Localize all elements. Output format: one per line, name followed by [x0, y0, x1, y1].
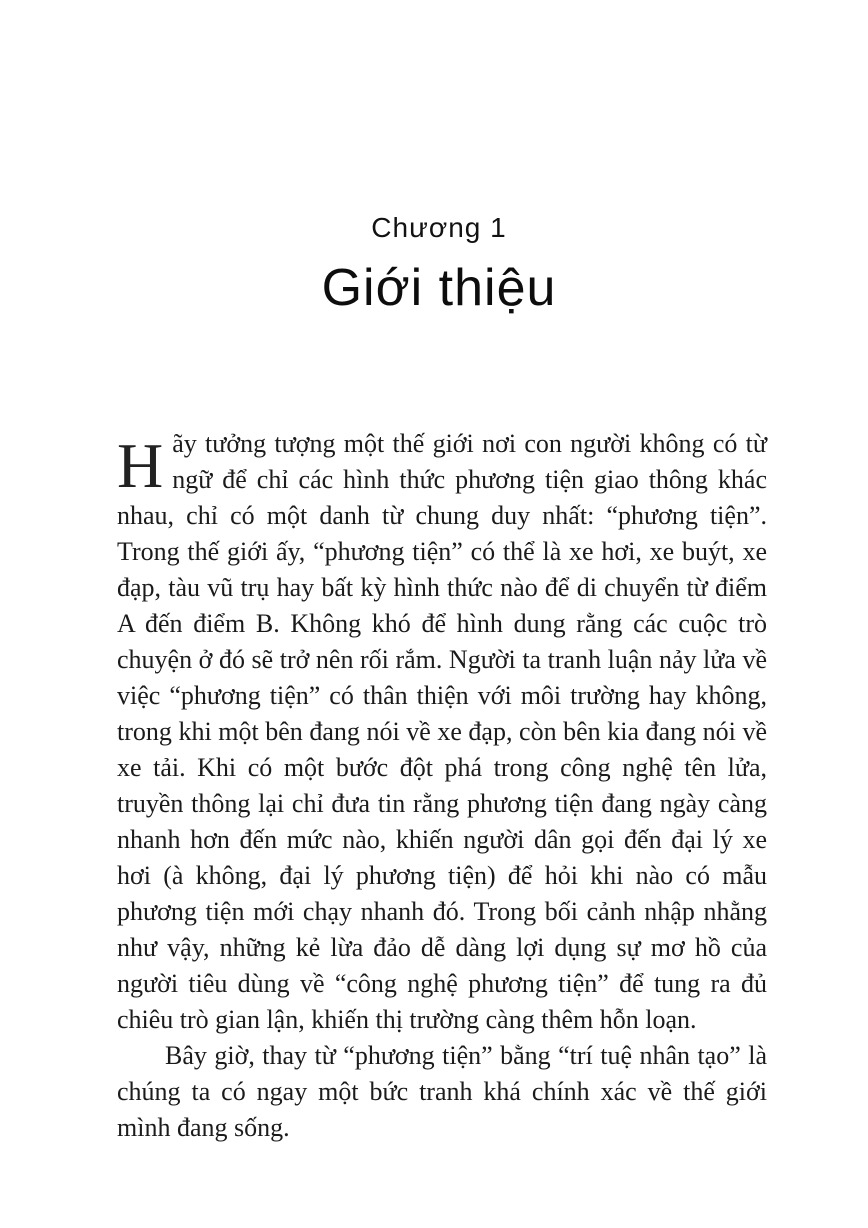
- paragraph-text: ãy tưởng tượng một thế giới nơi con người không có từ ngữ để chỉ các hình thức phương tiện giao thông khác nhau, chỉ có một danh từ chung duy nhất: “phương tiện”. Trong thế giới ấy, “phương tiện” có thể là xe hơi, xe buýt, xe đạp, tàu vũ trụ hay bất kỳ hình thức nào để di chuyển từ điểm A đến điểm B. Không khó để hình dung rằng các cuộc trò chuyện ở đó sẽ trở nên rối rắm. Người ta tranh luận nảy lửa về việc “phương tiện” có thân thiện với môi trường hay không, trong khi một bên đang nói về xe đạp, còn bên kia đang nói về xe tải. Khi có một bước đột phá trong công nghệ tên lửa, truyền thông lại chỉ đưa tin rằng phương tiện đang ngày càng nhanh hơn đến mức nào, khiến người dân gọi đến đại lý xe hơi (à không, đại lý phương tiện) để hỏi khi nào có mẫu phương tiện mới chạy nhanh đó. Trong bối cảnh nhập nhằng như vậy, những kẻ lừa đảo dễ dàng lợi dụng sự mơ hồ của người tiêu dùng về “công nghệ phương tiện” để tung ra đủ chiêu trò gian lận, khiến thị trường càng thêm hỗn loạn.: [117, 429, 767, 1034]
- chapter-label: Chương 1: [371, 212, 507, 243]
- drop-cap: H: [117, 430, 164, 501]
- paragraph: Bây giờ, thay từ “phương tiện” bằng “trí tuệ nhân tạo” là chúng ta có ngay một bức tranh khá chính xác về thế giới mình đang sống.: [117, 1041, 767, 1142]
- chapter-title: Giới thiệu: [321, 259, 557, 317]
- body-text: [117, 426, 767, 1146]
- paragraph: [117, 426, 767, 1038]
